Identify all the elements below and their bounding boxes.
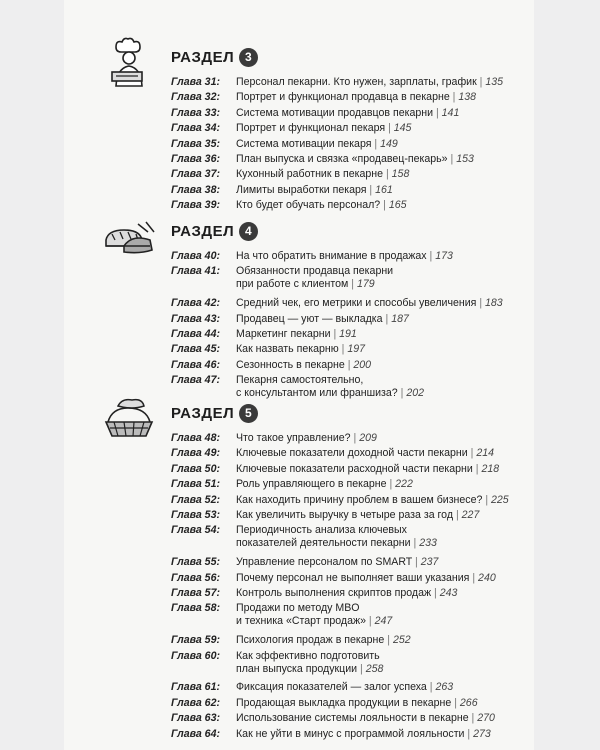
chapter-page-number: 200 (353, 358, 372, 371)
chapter-label: Глава 58: (171, 602, 220, 615)
separator: | (467, 447, 477, 460)
chapter-page-number: 141 (441, 106, 460, 119)
chapter-label: Глава 40: (171, 250, 220, 262)
chapter-page-number: 240 (478, 571, 496, 584)
separator: | (433, 106, 442, 119)
chapter-title-line: при работе с клиентом (236, 278, 349, 291)
chapter-title-line: Использование системы лояльности в пекарне (236, 712, 469, 725)
chapter-title-line: Продажи по методу MBO (236, 602, 360, 615)
chapter-page-number: 153 (456, 153, 474, 165)
chapter-title-line: план выпуска продукции (236, 662, 358, 675)
chapter-page-number: 233 (419, 537, 437, 550)
chapter-label: Глава 57: (171, 587, 220, 599)
chapter-label: Глава 46: (171, 358, 220, 371)
chapter-title-line: Кухонный работник в пекарне (236, 168, 384, 181)
chapter-label: Глава 60: (171, 649, 220, 662)
chapter-title (236, 313, 536, 326)
chapter-title-line: Как назвать пекарню (236, 343, 339, 356)
separator: | (338, 343, 348, 356)
separator: | (476, 297, 486, 310)
chapter-label: Глава 49: (171, 447, 220, 460)
chapter-title-line: Как находить причину проблем в вашем бизнесе? (236, 493, 483, 506)
chapter-title (236, 76, 536, 89)
chapter-page-number: 165 (388, 199, 407, 212)
chapter-title (236, 184, 536, 197)
chapter-title (236, 297, 536, 310)
chapter-page-number: 218 (481, 462, 500, 475)
chapter-title-line: с консультантом или франшиза? (236, 387, 398, 400)
chapter-label: Глава 33: (171, 106, 220, 119)
chapter-page-number: 179 (356, 278, 375, 291)
chapter-title (236, 650, 536, 676)
chapter-title (236, 494, 536, 507)
section-number-badge: 4 (239, 222, 258, 241)
chapter-title-line: Управление персоналом по SMART (236, 556, 413, 569)
chapter-label: Глава 35: (171, 137, 220, 150)
chapter-title (236, 153, 536, 166)
separator: | (382, 312, 392, 325)
chapter-title-line: Продающая выкладка продукции в пекарне (236, 696, 452, 709)
chapter-title-line: Маркетинг пекарни (236, 328, 331, 340)
chapter-title (236, 328, 536, 341)
separator: | (366, 183, 376, 196)
chapter-label: Глава 43: (171, 312, 220, 325)
chapter-title (236, 265, 536, 291)
section-heading (171, 222, 258, 241)
separator: | (410, 537, 420, 550)
separator: | (397, 387, 407, 400)
chapter-title-line: Обязанности продавца пекарни (236, 265, 394, 278)
book-page (64, 0, 534, 750)
chapter-page-number: 158 (391, 168, 410, 181)
chapter-title (236, 463, 536, 476)
chapter-title (236, 250, 536, 263)
separator: | (350, 432, 360, 444)
separator: | (371, 137, 381, 150)
separator: | (386, 478, 396, 491)
chapter-title (236, 572, 536, 585)
chapter-title (236, 91, 536, 104)
chapter-title (236, 374, 536, 400)
chapter-title-line: Как не уйти в минус с программой лояльности (236, 727, 465, 740)
separator: | (348, 278, 357, 291)
chapter-title-line: Система мотивации пекаря (236, 137, 372, 150)
chapter-label: Глава 63: (171, 712, 220, 725)
chapter-title (236, 343, 536, 356)
chapter-title (236, 681, 536, 694)
bread-loaves-icon (102, 210, 158, 266)
chapter-page-number: 243 (439, 587, 458, 599)
chapter-title (236, 168, 536, 181)
chapter-label: Глава 50: (171, 462, 220, 475)
chapter-title-line: Как эффективно подготовить (236, 649, 380, 662)
section-label: РАЗДЕЛ (171, 49, 235, 66)
separator: | (469, 571, 479, 584)
chapter-label: Глава 36: (171, 153, 220, 165)
section-label: РАЗДЕЛ (171, 223, 235, 240)
chapter-title-line: Портрет и функционал продавца в пекарне (236, 91, 450, 104)
chapter-title-line: Почему персонал не выполняет ваши указания (236, 571, 470, 584)
separator: | (482, 493, 492, 506)
section-heading (171, 48, 258, 67)
chapter-title-line: План выпуска и связка «продавец-пекарь» (236, 153, 448, 165)
chapter-label: Глава 38: (171, 183, 220, 196)
chapter-page-number: 202 (406, 387, 424, 400)
chapter-title-line: Контроль выполнения скриптов продаж (236, 587, 432, 599)
chapter-title (236, 634, 536, 647)
separator: | (383, 168, 392, 181)
chapter-title-line: показателей деятельности пекарни (236, 537, 411, 550)
chapter-title-line: и техника «Старт продаж» (236, 615, 366, 628)
section-number-badge: 5 (239, 404, 258, 423)
chapter-label: Глава 47: (171, 374, 220, 387)
chapter-title-line: Лимиты выработки пекаря (236, 183, 367, 196)
chapter-title (236, 524, 536, 550)
chapter-page-number: 173 (435, 250, 453, 262)
chapter-page-number: 225 (491, 493, 509, 506)
chapter-title (236, 509, 536, 522)
chapter-title-line: Продавец — уют — выкладка (236, 312, 383, 325)
pastry-basket-icon (102, 392, 158, 448)
chapter-page-number: 247 (374, 615, 393, 628)
chapter-title (236, 432, 536, 445)
chapter-label: Глава 48: (171, 432, 220, 444)
separator: | (385, 122, 394, 135)
separator: | (472, 462, 482, 475)
separator: | (431, 587, 440, 599)
chapter-title (236, 199, 536, 212)
chapter-title (236, 447, 536, 460)
chapter-title-line: Персонал пекарни. Кто нужен, зарплаты, график (236, 76, 477, 88)
chapter-label: Глава 51: (171, 478, 220, 491)
separator: | (344, 358, 354, 371)
chapter-title-line: На что обратить внимание в продажах (236, 250, 427, 262)
separator: | (330, 328, 340, 340)
chapter-label: Глава 56: (171, 571, 220, 584)
chapter-page-number: 187 (391, 312, 409, 325)
chapter-page-number: 227 (461, 509, 480, 521)
chapter-page-number: 138 (458, 91, 477, 104)
chapter-title (236, 122, 536, 135)
chapter-page-number: 145 (393, 122, 412, 135)
chapter-page-number: 183 (485, 297, 503, 310)
separator: | (453, 509, 462, 521)
chapter-page-number: 135 (485, 76, 504, 88)
chapter-title-line: Роль управляющего в пекарне (236, 478, 387, 491)
section-number-badge: 3 (239, 48, 258, 67)
chapter-title-line: Психология продаж в пекарне (236, 634, 385, 647)
section-label: РАЗДЕЛ (171, 405, 235, 422)
chapter-page-number: 263 (435, 681, 454, 694)
chapter-label: Глава 32: (171, 91, 220, 104)
chapter-title-line: Средний чек, его метрики и способы увеличения (236, 297, 477, 310)
chapter-title (236, 587, 536, 600)
chapter-title-line: Ключевые показатели расходной части пекарни (236, 462, 473, 475)
chapter-title-line: Как увеличить выручку в четыре раза за год (236, 509, 454, 521)
chapter-page-number: 222 (395, 478, 413, 491)
section-heading (171, 404, 258, 423)
chapter-page-number: 191 (339, 328, 357, 340)
chapter-label: Глава 62: (171, 696, 220, 709)
chapter-title-line: Что такое управление? (236, 432, 351, 444)
separator: | (357, 662, 366, 675)
chapter-page-number: 258 (365, 662, 384, 675)
chapter-label: Глава 37: (171, 168, 220, 181)
chapter-title (236, 697, 536, 710)
chapter-title (236, 138, 536, 151)
chapter-page-number: 237 (420, 556, 439, 569)
chapter-page-number: 149 (380, 137, 398, 150)
baker-chef-icon (102, 36, 158, 92)
separator: | (468, 712, 478, 725)
chapter-title (236, 107, 536, 120)
chapter-label: Глава 31: (171, 76, 220, 88)
chapter-title (236, 359, 536, 372)
separator: | (426, 681, 436, 694)
chapter-title-line: Кто будет обучать персонал? (236, 199, 381, 212)
chapter-title (236, 728, 536, 741)
chapter-label: Глава 59: (171, 634, 220, 647)
chapter-title-line: Пекарня самостоятельно, (236, 374, 364, 387)
chapter-title (236, 712, 536, 725)
chapter-label: Глава 44: (171, 328, 220, 340)
chapter-page-number: 270 (477, 712, 495, 725)
chapter-title (236, 556, 536, 569)
separator: | (365, 615, 375, 628)
chapter-label: Глава 54: (171, 524, 220, 537)
chapter-label: Глава 61: (171, 681, 220, 694)
separator: | (412, 556, 421, 569)
chapter-title (236, 602, 536, 628)
separator: | (380, 199, 389, 212)
chapter-title-line: Система мотивации продавцов пекарни (236, 106, 434, 119)
chapter-page-number: 161 (375, 183, 393, 196)
chapter-page-number: 209 (359, 432, 377, 444)
separator: | (464, 727, 474, 740)
chapter-title-line: Ключевые показатели доходной части пекарни (236, 447, 468, 460)
chapter-label: Глава 34: (171, 122, 220, 135)
chapter-label: Глава 53: (171, 509, 220, 521)
chapter-page-number: 252 (392, 634, 411, 647)
chapter-label: Глава 55: (171, 556, 220, 569)
chapter-title-line: Фиксация показателей — залог успеха (236, 681, 427, 694)
chapter-title-line: Портрет и функционал пекаря (236, 122, 386, 135)
chapter-label: Глава 39: (171, 199, 220, 212)
chapter-label: Глава 45: (171, 343, 220, 356)
chapter-label: Глава 52: (171, 493, 220, 506)
chapter-page-number: 266 (459, 696, 478, 709)
chapter-page-number: 214 (476, 447, 495, 460)
chapter-label: Глава 42: (171, 297, 220, 310)
chapter-title (236, 478, 536, 491)
separator: | (384, 634, 393, 647)
chapter-title-line: Периодичность анализа ключевых (236, 524, 407, 537)
separator: | (426, 250, 436, 262)
separator: | (451, 696, 460, 709)
separator: | (447, 153, 457, 165)
chapter-page-number: 197 (347, 343, 366, 356)
separator: | (476, 76, 486, 88)
chapter-title-line: Сезонность в пекарне (236, 358, 345, 371)
chapter-label: Глава 64: (171, 727, 220, 740)
chapter-label: Глава 41: (171, 265, 220, 278)
chapter-page-number: 273 (473, 727, 491, 740)
separator: | (449, 91, 459, 104)
